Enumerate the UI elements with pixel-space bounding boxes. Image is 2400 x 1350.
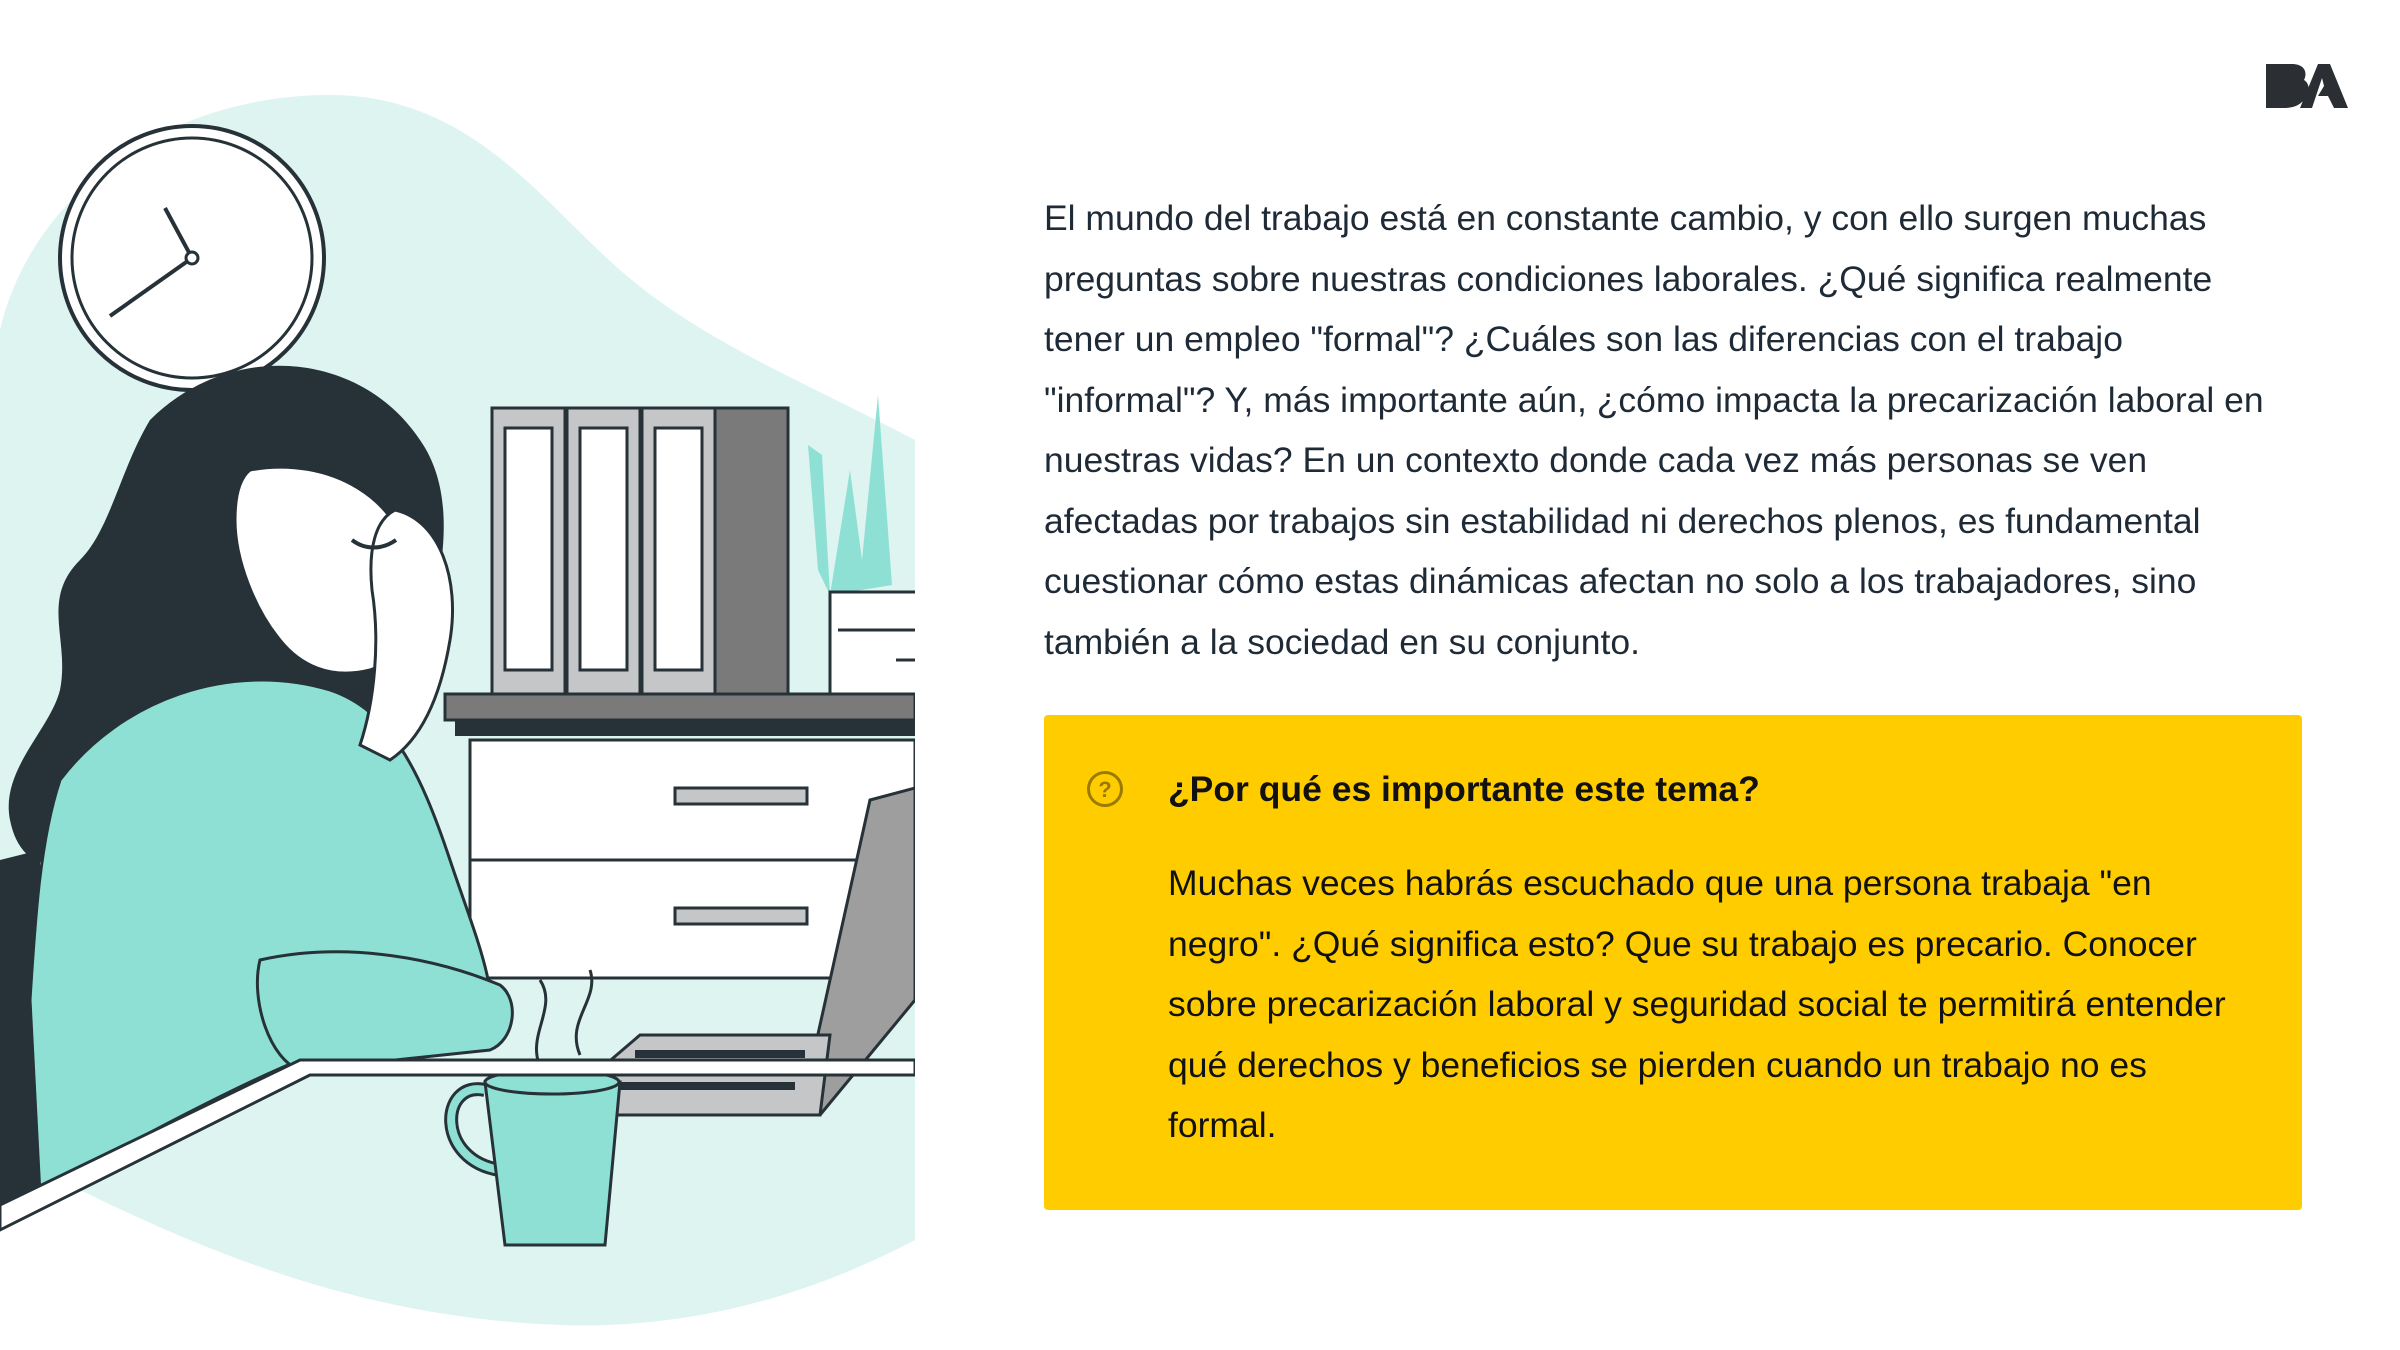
callout-body: Muchas veces habrás escuchado que una persona trabaja "en negro". ¿Qué significa esto? Que su trabajo es precario. Conocer sobre precarización laboral y seguridad social te permitirá entender qué derechos y beneficios se pierden cuando un trabajo no es formal.	[1168, 863, 2226, 1145]
info-callout	[1044, 715, 2302, 1210]
ba-logo[interactable]	[2264, 62, 2348, 110]
question-circle-icon	[1086, 770, 1124, 808]
callout-title: ¿Por qué es importante este tema?	[1168, 769, 1760, 809]
clock-icon	[60, 126, 324, 390]
intro-paragraph: El mundo del trabajo está en constante cambio, y con ello surgen muchas preguntas sobre nuestras condiciones laborales. ¿Qué significa realmente tener un empleo "formal"? ¿Cuáles son las diferencias con el trabajo "informal"? Y, más importante aún, ¿cómo impacta la precarización laboral en nuestras vidas? En un contexto donde cada vez más personas se ven afectadas por trabajos sin estabilidad ni derechos plenos, es fundamental cuestionar cómo estas dinámicas afectan no solo a los trabajadores, sino también a la sociedad en su conjunto.	[1044, 198, 2264, 662]
svg-text:?: ?	[1098, 777, 1112, 802]
illustration-woman-at-desk	[0, 0, 915, 1350]
